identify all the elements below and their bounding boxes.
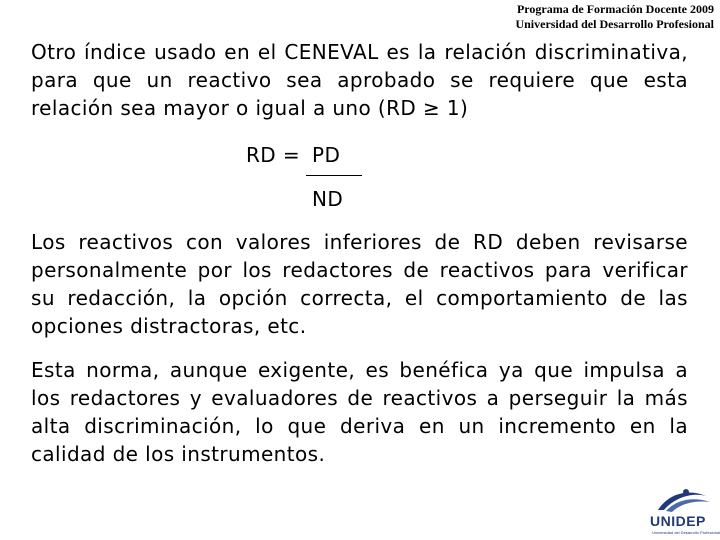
formula-lhs: RD =	[246, 143, 301, 167]
paragraph-rd-definition: Otro índice usado en el CENEVAL es la relación discriminativa, para que un reactivo sea aprobado se requiere que esta relación sea mayor o igual a uno (RD ≥ 1)	[31, 40, 688, 120]
formula-numerator: PD	[312, 143, 341, 167]
rd-formula	[246, 141, 344, 211]
logo-tagline: Universidad del Desarrollo Profesional	[652, 530, 720, 535]
paragraph-review: Los reactivos con valores inferiores de RD deben revisarse personalmente por los redactores de reactivos para verificar su redacción, la opción correcta, el comportamiento de las opciones distractoras, etc.	[31, 230, 688, 338]
fraction-bar	[306, 175, 362, 176]
unidep-swoosh-icon	[640, 486, 720, 516]
formula-denominator: ND	[312, 187, 344, 211]
header-university: Universidad del Desarrollo Profesional	[515, 17, 714, 31]
logo-name: UNIDEP	[650, 513, 706, 529]
header-program: Programa de Formación Docente 2009	[516, 2, 714, 16]
unidep-logo	[640, 486, 720, 538]
header	[515, 2, 714, 32]
paragraph-norm: Esta norma, aunque exigente, es benéfica ya que impulsa a los redactores y evaluadores de reactivos a perseguir la más alta discriminación, lo que deriva en un incremento en la calidad de los instrumentos.	[31, 358, 688, 466]
